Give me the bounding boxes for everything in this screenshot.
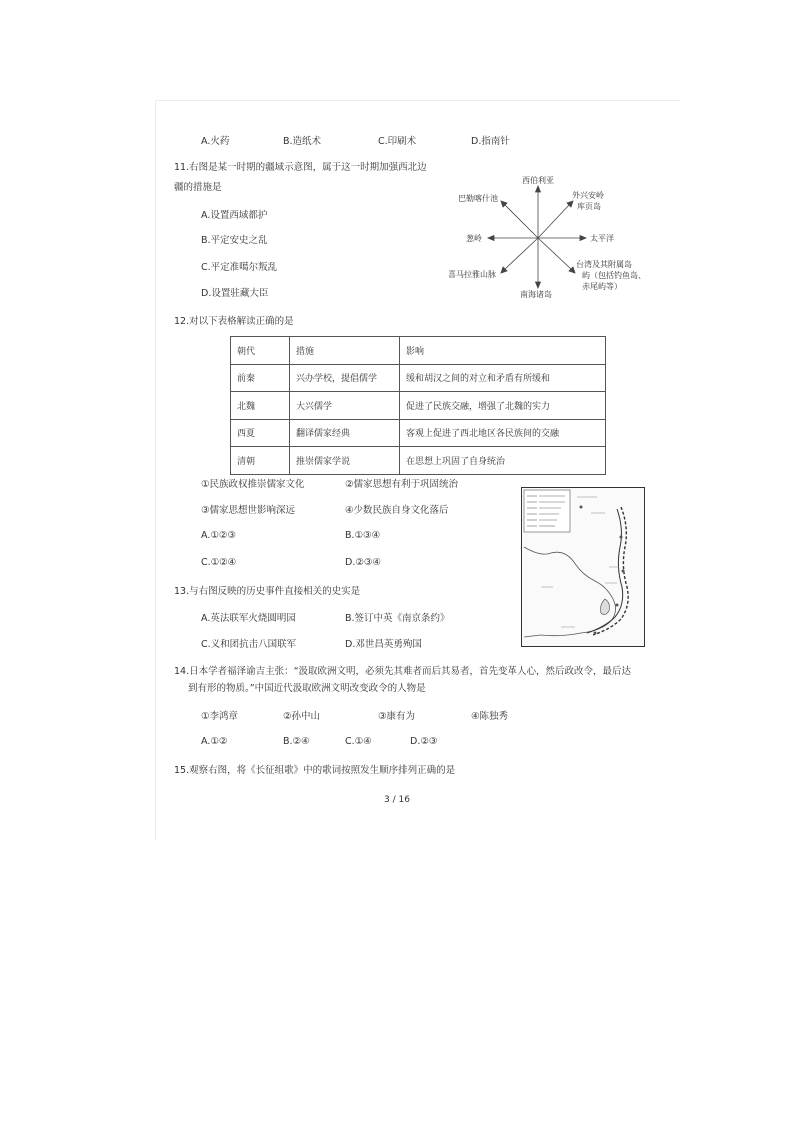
cell-dynasty: 清朝: [231, 447, 290, 475]
cell-impact: 客观上促进了西北地区各民族间的交融: [400, 419, 606, 447]
cell-measure: 推崇儒家学说: [290, 447, 400, 475]
arrow-northeast: [538, 204, 570, 238]
label-northeast-1: 外兴安岭: [572, 191, 604, 200]
cell-dynasty: 西夏: [231, 419, 290, 447]
label-southeast-1: 台湾及其附属岛: [576, 260, 632, 269]
arrow-northwest: [504, 204, 538, 238]
q14-option-d[interactable]: D.②③: [410, 736, 438, 747]
q10-option-c[interactable]: C.印刷术: [378, 136, 417, 147]
arrow-southwest: [504, 238, 538, 270]
q14-option-a[interactable]: A.①②: [201, 736, 228, 747]
q12-option-c[interactable]: C.①②④: [201, 557, 237, 568]
q12-stem: 12.对以下表格解读正确的是: [174, 316, 294, 327]
q13-option-c[interactable]: C.义和团抗击八国联军: [201, 639, 297, 650]
header-impact: 影响: [400, 337, 606, 365]
q15-stem: 15.观察右图，将《长征组歌》中的歌词按照发生顺序排列正确的是: [174, 765, 456, 776]
cell-measure: 大兴儒学: [290, 392, 400, 420]
arrow-southeast: [538, 238, 572, 270]
label-south: 南海诸岛: [520, 290, 552, 299]
table-row: [231, 364, 606, 392]
label-southwest: 喜马拉雅山脉: [448, 270, 496, 279]
q13-option-a[interactable]: A.英法联军火烧圆明园: [201, 613, 296, 624]
header-measure: 措施: [290, 337, 400, 365]
q14-person-4: ④陈独秀: [471, 711, 509, 722]
q11-option-d[interactable]: D.设置驻藏大臣: [201, 288, 269, 299]
label-northeast-2: 库页岛: [577, 202, 601, 211]
sheet-edge-left: [155, 100, 156, 840]
q12-statement-4: ④少数民族自身文化落后: [345, 505, 449, 516]
q13-option-d[interactable]: D.邓世昌英勇殉国: [345, 639, 422, 650]
q12-option-d[interactable]: D.②③④: [345, 557, 381, 568]
cell-measure: 兴办学校，提倡儒学: [290, 364, 400, 392]
table-row: [231, 419, 606, 447]
war-route-map: [521, 487, 645, 647]
q14-person-2: ②孙中山: [283, 711, 321, 722]
q11-option-a[interactable]: A.设置西域都护: [201, 210, 268, 221]
q12-option-b[interactable]: B.①③④: [345, 530, 381, 541]
q10-option-b[interactable]: B.造纸术: [283, 136, 322, 147]
q14-stem-line1: 14.日本学者福泽谕吉主张：“汲取欧洲文明，必须先其难者而后其易者，首先变革人心，然后政改令，最后达: [174, 666, 632, 677]
cell-impact: 缓和胡汉之间的对立和矛盾有所缓和: [400, 364, 606, 392]
q14-person-1: ①李鸿章: [201, 711, 239, 722]
header-dynasty: 朝代: [231, 337, 290, 365]
q14-person-3: ③康有为: [378, 711, 416, 722]
table-row: [231, 392, 606, 420]
q14-option-b[interactable]: B.②④: [283, 736, 310, 747]
q12-statement-3: ③儒家思想世影响深远: [201, 505, 296, 516]
label-east: 太平洋: [590, 234, 614, 243]
q10-option-d[interactable]: D.指南针: [471, 136, 510, 147]
table-row: [231, 447, 606, 475]
q14-option-c[interactable]: C.①④: [345, 736, 372, 747]
cell-dynasty: 前秦: [231, 364, 290, 392]
q11-option-b[interactable]: B.平定安史之乱: [201, 235, 268, 246]
q12-statement-1: ①民族政权推崇儒家文化: [201, 479, 305, 490]
q13-option-b[interactable]: B.签订中英《南京条约》: [345, 613, 450, 624]
label-north: 西伯利亚: [522, 176, 554, 185]
cell-impact: 促进了民族交融，增强了北魏的实力: [400, 392, 606, 420]
cell-impact: 在思想上巩固了自身统治: [400, 447, 606, 475]
page-number: 3 / 16: [384, 795, 410, 805]
q12-option-a[interactable]: A.①②③: [201, 530, 236, 541]
q11-option-c[interactable]: C.平定准噶尔叛乱: [201, 262, 278, 273]
q14-stem-line2: 到有形的物质。”中国近代汲取欧洲文明改变政令的人物是: [188, 683, 426, 694]
q13-stem: 13.与右图反映的历史事件直接相关的史实是: [174, 586, 361, 597]
territory-compass-diagram: [440, 170, 660, 310]
sheet-edge-top: [155, 100, 680, 101]
q11-stem-line2: 疆的措施是: [174, 182, 222, 193]
label-west: 葱岭: [466, 234, 482, 243]
q12-statement-2: ②儒家思想有利于巩固统治: [345, 479, 459, 490]
q11-stem-line1: 11.右图是某一时期的疆域示意图，属于这一时期加强西北边: [174, 162, 427, 173]
label-southeast-3: 赤尾屿等）: [582, 282, 622, 291]
label-northwest: 巴勒喀什池: [458, 194, 498, 203]
cell-measure: 翻译儒家经典: [290, 419, 400, 447]
label-southeast-2: 屿（包括钓鱼岛、: [582, 271, 646, 280]
cell-dynasty: 北魏: [231, 392, 290, 420]
table-header-row: [231, 337, 606, 365]
q10-option-a[interactable]: A.火药: [201, 136, 230, 147]
q12-table: [230, 336, 606, 475]
